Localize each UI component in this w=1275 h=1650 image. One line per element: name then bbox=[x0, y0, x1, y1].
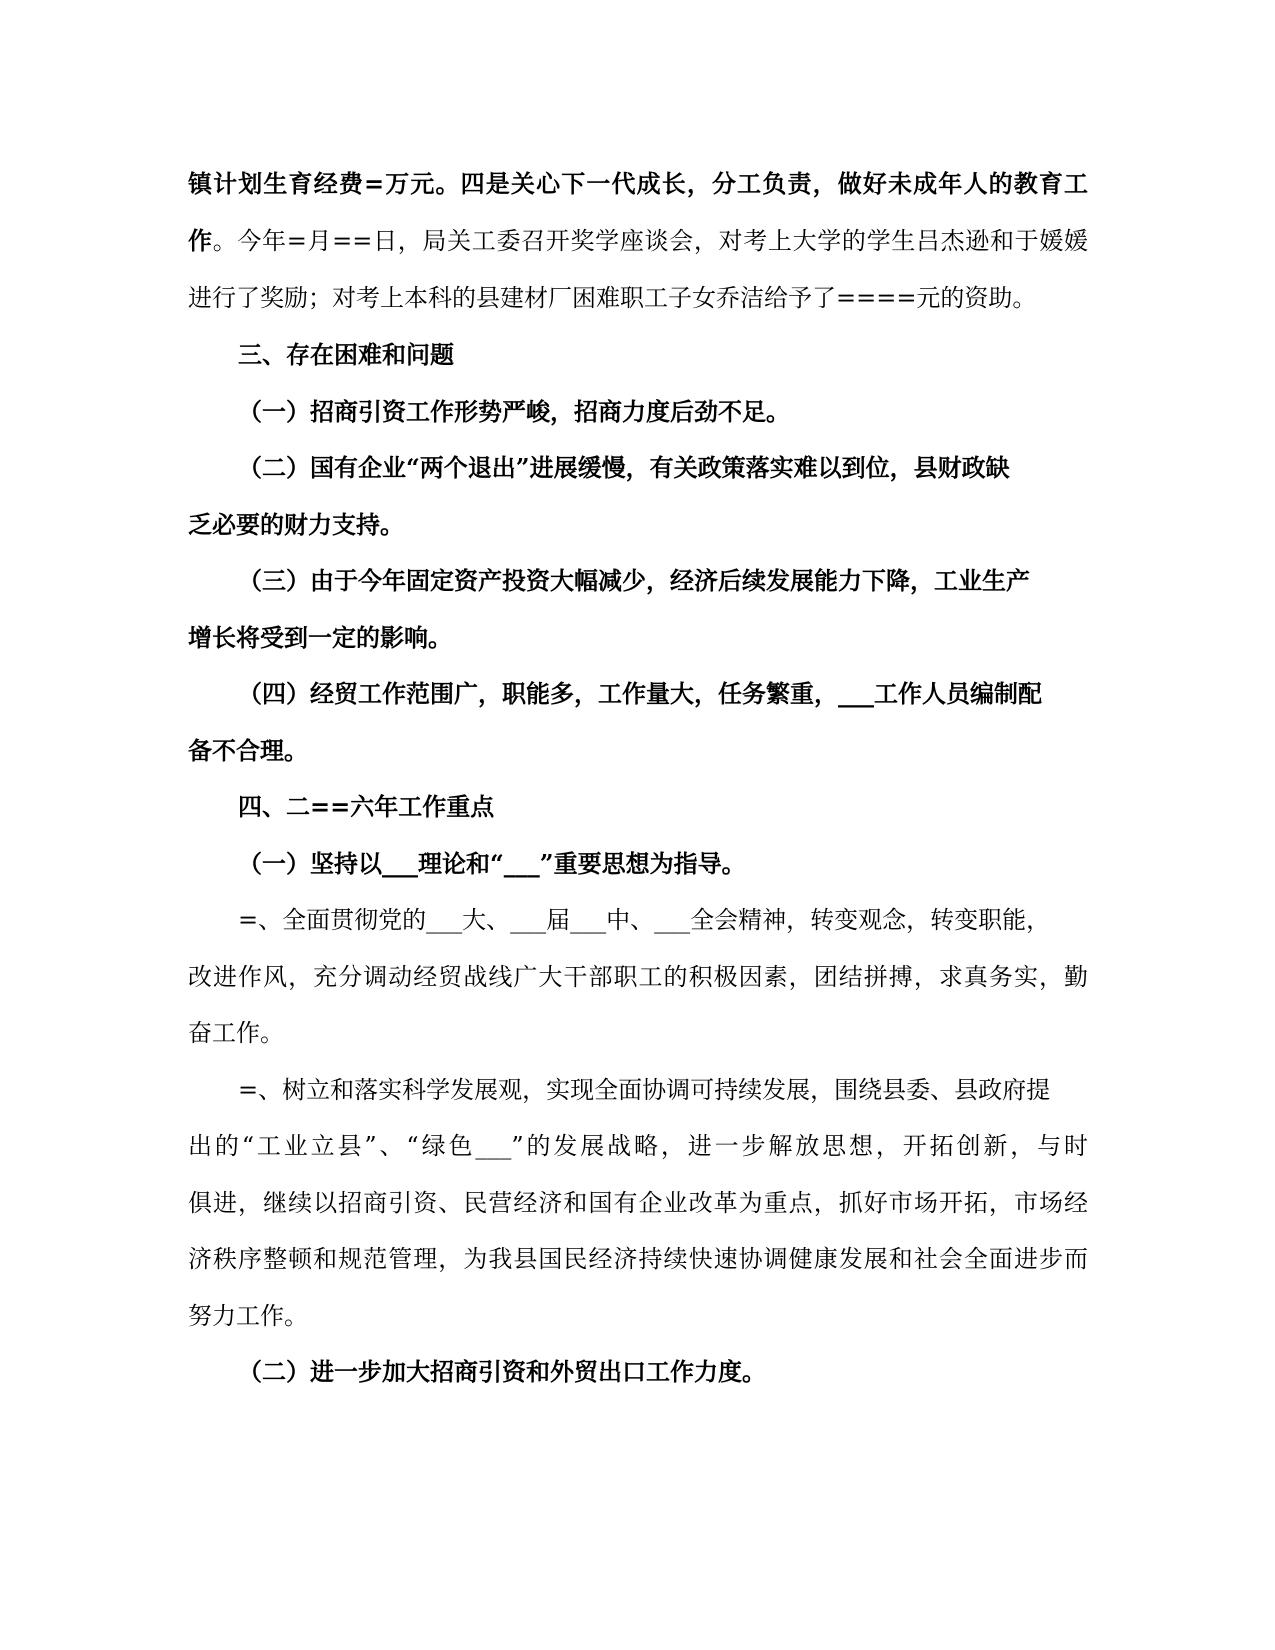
section-heading: 四、二==六年工作重点 bbox=[238, 792, 495, 821]
subsection-heading: （一）坚持以___理论和“___”重要思想为指导。 bbox=[238, 849, 746, 878]
section-heading: 三、存在困难和问题 bbox=[238, 340, 454, 369]
subsection-heading: （二）国有企业“两个退出”进展缓慢，有关政策落实难以到位，县财政缺 bbox=[238, 453, 1010, 482]
paragraph-line: 俱进，继续以招商引资、民营经济和国有企业改革为重点，抓好市场开拓，市场经 bbox=[188, 1189, 1088, 1217]
paragraph-line: =、树立和落实科学发展观，实现全面协调可持续发展，围绕县委、县政府提 bbox=[238, 1076, 1051, 1104]
paragraph-line bbox=[188, 225, 1088, 257]
bold-segment: 作 bbox=[188, 226, 213, 255]
paragraph-line: 进行了奖励；对考上本科的县建材厂困难职工子女乔洁给予了====元的资助。 bbox=[188, 284, 1037, 312]
paragraph-line: 改进作风，充分调动经贸战线广大干部职工的积极因素，团结拼搏，求真务实，勤 bbox=[188, 963, 1088, 991]
paragraph-line: =、全面贯彻党的___大、___届___中、___全会精神，转变观念，转变职能， bbox=[238, 906, 1051, 934]
subsection-heading: （四）经贸工作范围广，职能多，工作量大，任务繁重，___工作人员编制配 bbox=[238, 679, 1042, 708]
paragraph-line: 镇计划生育经费=万元。四是关心下一代成长，分工负责，做好未成年人的教育工 bbox=[188, 169, 1088, 198]
normal-segment: 。今年=月==日，局关工委召开奖学座谈会，对考上大学的学生吕杰逊和于媛媛 bbox=[212, 227, 1089, 255]
subsection-heading: （三）由于今年固定资产投资大幅减少，经济后续发展能力下降，工业生产 bbox=[238, 566, 1030, 595]
paragraph-line: 努力工作。 bbox=[188, 1302, 308, 1330]
paragraph-line: 乏必要的财力支持。 bbox=[188, 510, 404, 539]
paragraph-line: 出的“工业立县”、“绿色___”的发展战略，进一步解放思想，开拓创新，与时 bbox=[188, 1132, 1088, 1160]
paragraph-line: 增长将受到一定的影响。 bbox=[188, 623, 452, 652]
paragraph-line: 奋工作。 bbox=[188, 1019, 284, 1047]
subsection-heading: （二）进一步加大招商引资和外贸出口工作力度。 bbox=[238, 1357, 766, 1386]
paragraph-line: 备不合理。 bbox=[188, 736, 308, 765]
paragraph-line: 济秩序整顿和规范管理，为我县国民经济持续快速协调健康发展和社会全面进步而 bbox=[188, 1245, 1088, 1273]
subsection-heading: （一）招商引资工作形势严峻，招商力度后劲不足。 bbox=[238, 397, 790, 426]
